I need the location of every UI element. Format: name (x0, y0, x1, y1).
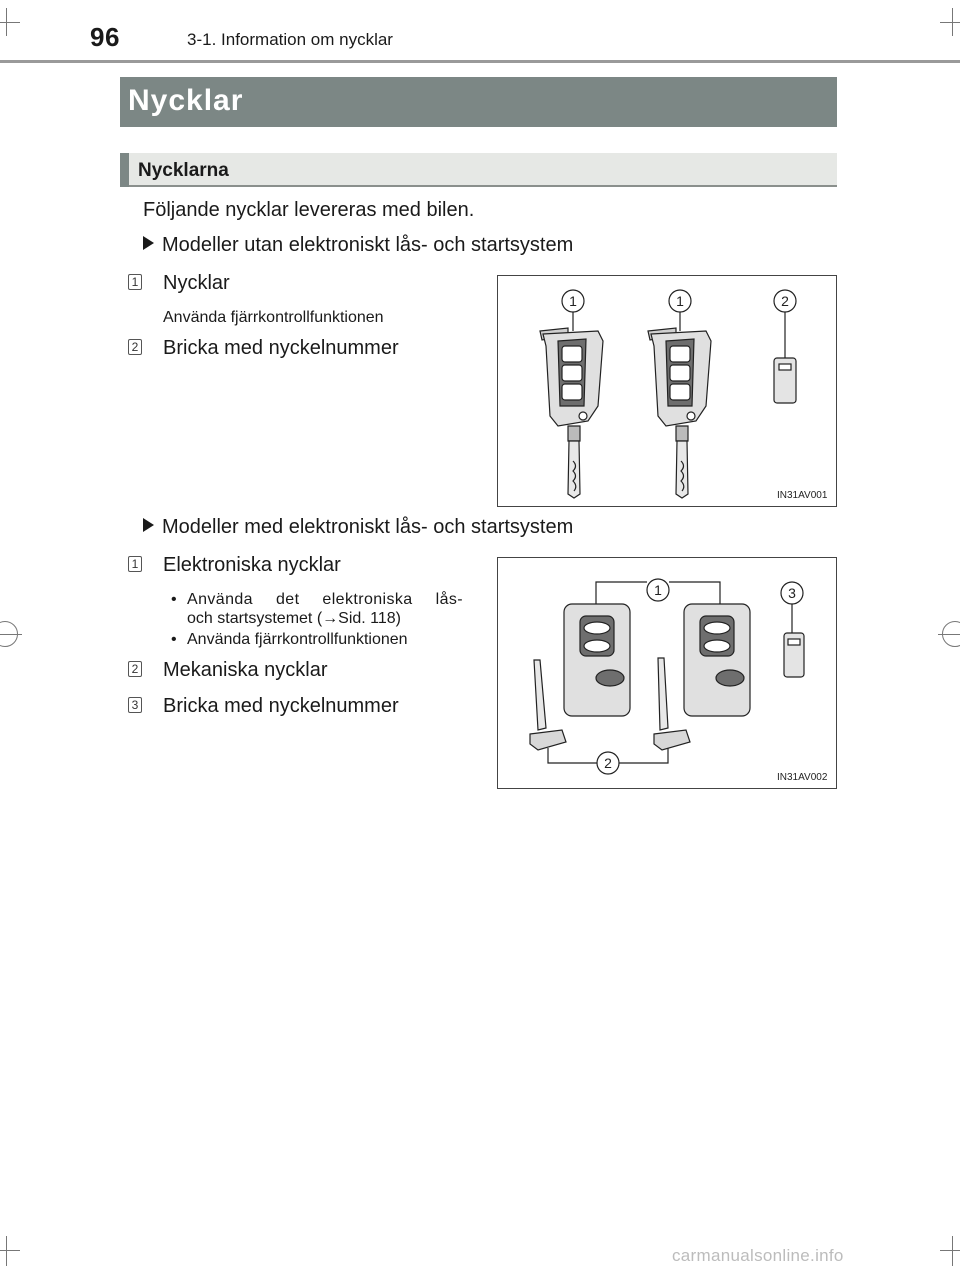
bullet-text: och startsystemet (→Sid. 118) (187, 610, 401, 627)
item-label: Bricka med nyckelnummer (163, 337, 399, 359)
bullet-item (171, 631, 408, 649)
smart-keys-illustration (498, 558, 836, 788)
callout-label: 2 (781, 293, 789, 309)
bullet-text: Använda fjärrkontrollfunktionen (187, 631, 408, 648)
item-label: Bricka med nyckelnummer (163, 695, 399, 717)
triangle-arrow-icon (143, 518, 154, 532)
figure-code: IN31AV001 (777, 490, 828, 501)
group2-heading (143, 516, 573, 539)
item-number-badge: 1 (128, 556, 142, 572)
figure-keys-with-smart-system (497, 557, 837, 789)
callout-label: 1 (654, 582, 662, 598)
figure-keys-without-smart-system (497, 275, 837, 507)
running-head: 3-1. Information om nycklar (187, 30, 393, 49)
bullet-dot: • (171, 591, 177, 608)
bullet-text: Använda det elektroniska lås- (187, 591, 463, 608)
intro-text: Följande nycklar levereras med bilen. (143, 199, 475, 221)
callout-label: 3 (788, 585, 796, 601)
section-title: Nycklarna (138, 160, 229, 181)
callout-label: 1 (676, 293, 684, 309)
figure-code: IN31AV002 (777, 772, 828, 783)
item-label: Mekaniska nycklar (163, 659, 328, 681)
group1-heading (143, 234, 573, 257)
bullet-continuation (187, 610, 401, 628)
item-number-badge: 2 (128, 339, 142, 355)
section-accent-bar (120, 153, 129, 187)
group1-heading-text: Modeller utan elektroniskt lås- och startsystem (162, 234, 574, 256)
bullet-item (171, 591, 463, 609)
header-rule (0, 60, 960, 63)
item-number-badge: 3 (128, 697, 142, 713)
callout-label: 2 (604, 755, 612, 771)
triangle-arrow-icon (143, 236, 154, 250)
watermark: carmanualsonline.info (672, 1246, 844, 1265)
bullet-dot: • (171, 631, 177, 648)
group2-heading-text: Modeller med elektroniskt lås- och startsystem (162, 516, 574, 538)
keys-illustration (498, 276, 836, 506)
item-label: Nycklar (163, 272, 230, 294)
item-label: Elektroniska nycklar (163, 554, 341, 576)
item-subtext: Använda fjärrkontrollfunktionen (163, 309, 384, 326)
page-number: 96 (90, 22, 120, 52)
chapter-title: Nycklar (128, 84, 244, 117)
item-number-badge: 1 (128, 274, 142, 290)
callout-label: 1 (569, 293, 577, 309)
item-number-badge: 2 (128, 661, 142, 677)
